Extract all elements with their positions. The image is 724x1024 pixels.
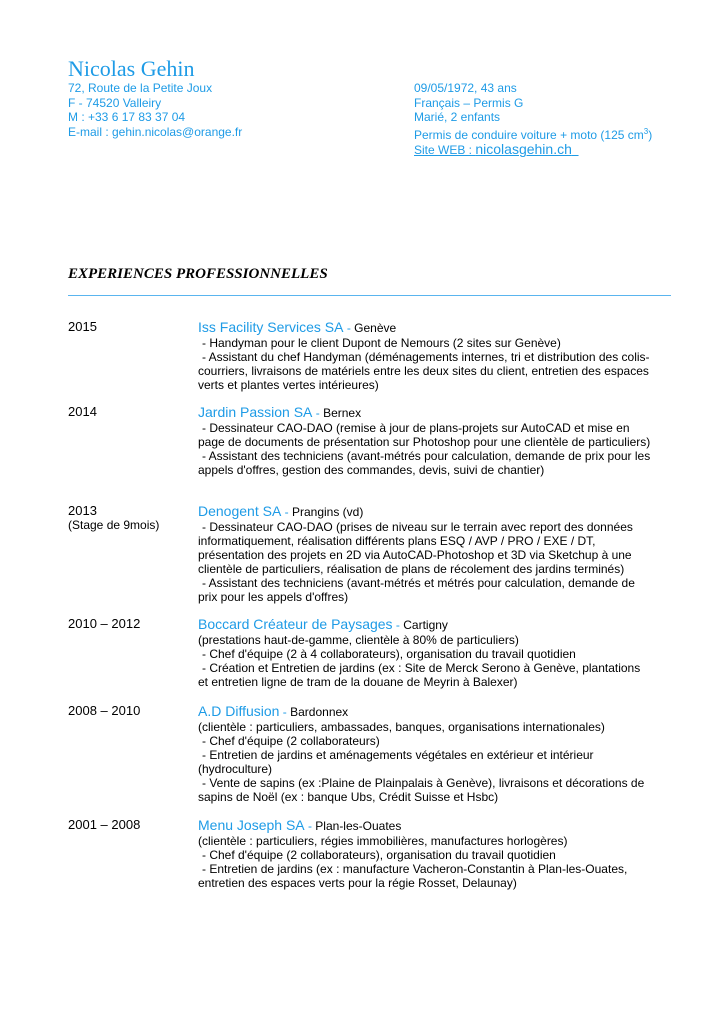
experience-body (198, 503, 653, 604)
date-range: 2001 – 2008 (68, 817, 141, 832)
experience-body (198, 319, 653, 392)
experience-date (68, 703, 193, 718)
section-divider (68, 295, 671, 296)
experience-date (68, 616, 193, 631)
experience-body (198, 404, 653, 477)
company-name: A.D Diffusion (198, 703, 280, 719)
company-location: Plan-les-Ouates (315, 819, 402, 833)
experience-bullet: - Entretien de jardins (ex : manufacture Vacheron-Constantin à Plan-les-Ouates, entretien des espaces verts pour la régie Rosset, Delaunay) (198, 862, 628, 890)
birth-line: 09/05/1972, 43 ans (414, 81, 517, 95)
experience-intro: (prestations haut-de-gamme, clientèle à 80% de particuliers) (198, 633, 519, 647)
experience-heading (198, 703, 653, 720)
license-end: ) (648, 127, 653, 142)
experience-date (68, 503, 193, 533)
heading-separator: - (281, 505, 292, 519)
experience-body (198, 616, 653, 689)
date-range: 2015 (68, 319, 97, 334)
date-range: 2008 – 2010 (68, 703, 141, 718)
date-range: 2010 – 2012 (68, 616, 141, 631)
company-name: Boccard Créateur de Paysages (198, 616, 393, 632)
experience-bullet: - Dessinateur CAO-DAO (remise à jour de plans-projets sur AutoCAD et mise en page de documents de présentation sur Photoshop pour une clientèle de particuliers) (198, 421, 651, 449)
experience-bullet: - Handyman pour le client Dupont de Nemours (2 sites sur Genève) (202, 336, 561, 350)
website-label: Site WEB : (414, 143, 476, 157)
company-name: Denogent SA (198, 503, 282, 519)
experience-bullet: - Chef d'équipe (2 collaborateurs), organisation du travail quotidien (202, 848, 556, 862)
heading-separator: - (343, 321, 355, 335)
date-note: (Stage de 9mois) (68, 518, 160, 532)
date-range: 2013 (68, 503, 97, 518)
experience-heading (198, 616, 653, 633)
person-name: Nicolas Gehin (68, 56, 195, 81)
mobile-line: M : +33 6 17 83 37 04 (68, 110, 186, 124)
website-link[interactable] (414, 143, 579, 157)
license-line (414, 125, 652, 143)
company-location: Prangins (vd) (291, 505, 364, 519)
experience-bullet: - Assistant des techniciens (avant-métrés et métrés pour calculation, demande de prix pour les appels d'offres) (198, 576, 635, 604)
experience-heading (198, 319, 653, 336)
company-location: Bernex (323, 406, 362, 420)
license-text: Permis de conduire voiture + moto (125 cm (414, 127, 644, 142)
experience-heading (198, 404, 653, 421)
experience-bullet: - Assistant du chef Handyman (déménagements internes, tri et distribution des colis-courriers, livraisons de matériels entre les deux sites du client, entretien des espaces verts et plantes vertes intérieures) (198, 350, 650, 392)
heading-separator: - (392, 618, 404, 632)
nationality-line: Français – Permis G (414, 95, 524, 110)
company-name: Jardin Passion SA (198, 404, 313, 420)
city-line: F - 74520 Valleiry (68, 95, 162, 110)
company-location: Genève (354, 321, 397, 335)
heading-separator: - (312, 406, 324, 420)
company-name: Iss Facility Services SA (198, 319, 344, 335)
company-location: Cartigny (403, 618, 448, 632)
email-line[interactable]: E-mail : gehin.nicolas@orange.fr (68, 124, 243, 139)
experience-intro: (clientèle : particuliers, régies immobilières, manufactures horlogères) (198, 834, 568, 848)
experience-bullet: - Création et Entretien de jardins (ex : Site de Merck Serono à Genève, plantations et entretien ligne de tram de la douane de Meyrin à Balexer) (198, 661, 641, 689)
heading-separator: - (304, 819, 316, 833)
company-name: Menu Joseph SA (198, 817, 305, 833)
experience-heading (198, 817, 653, 834)
experience-bullet: - Chef d'équipe (2 à 4 collaborateurs), organisation du travail quotidien (202, 647, 576, 661)
experience-date (68, 817, 193, 832)
website-url[interactable]: nicolasgehin.ch (475, 141, 572, 157)
experience-bullet: - Assistant des techniciens (avant-métrés pour calculation, demande de prix pour les appels d'offres, gestion des commandes, devis, suivi de chantier) (198, 449, 651, 477)
website-line[interactable] (414, 142, 652, 158)
heading-separator: - (279, 705, 291, 719)
experience-body (198, 817, 653, 890)
section-title: EXPERIENCES PROFESSIONNELLES (68, 266, 328, 282)
experience-intro: (clientèle : particuliers, ambassades, banques, organisations internationales) (198, 720, 605, 734)
experience-bullet: - Entretien de jardins et aménagements végétales en extérieur et intérieur (hydroculture) (198, 748, 594, 776)
license-sup: 3 (643, 126, 649, 136)
experience-date (68, 319, 193, 334)
date-range: 2014 (68, 404, 97, 419)
contact-right (414, 81, 652, 158)
company-location: Bardonnex (290, 705, 349, 719)
experience-body (198, 703, 653, 804)
experience-heading (198, 503, 653, 520)
experience-bullet: - Vente de sapins (ex :Plaine de Plainpalais à Genève), livraisons et décorations de sapins de Noël (ex : banque Ubs, Crédit Suisse et Hsbc) (198, 776, 645, 804)
family-line: Marié, 2 enfants (414, 110, 501, 124)
experience-bullet: - Dessinateur CAO-DAO (prises de niveau sur le terrain avec report des données informatiquement, réalisation différents plans ESQ / AVP / PRO / EXE / DT, présentation des projets en 2D via AutoCAD-Photoshop et 3D via Sketchup à une clientèle de particuliers, réalisation de plans de récolement des jardins terminés) (198, 520, 633, 576)
experience-bullet: - Chef d'équipe (2 collaborateurs) (202, 734, 380, 748)
contact-left (68, 81, 242, 139)
address-line: 72, Route de la Petite Joux (68, 81, 213, 95)
experience-date (68, 404, 193, 419)
